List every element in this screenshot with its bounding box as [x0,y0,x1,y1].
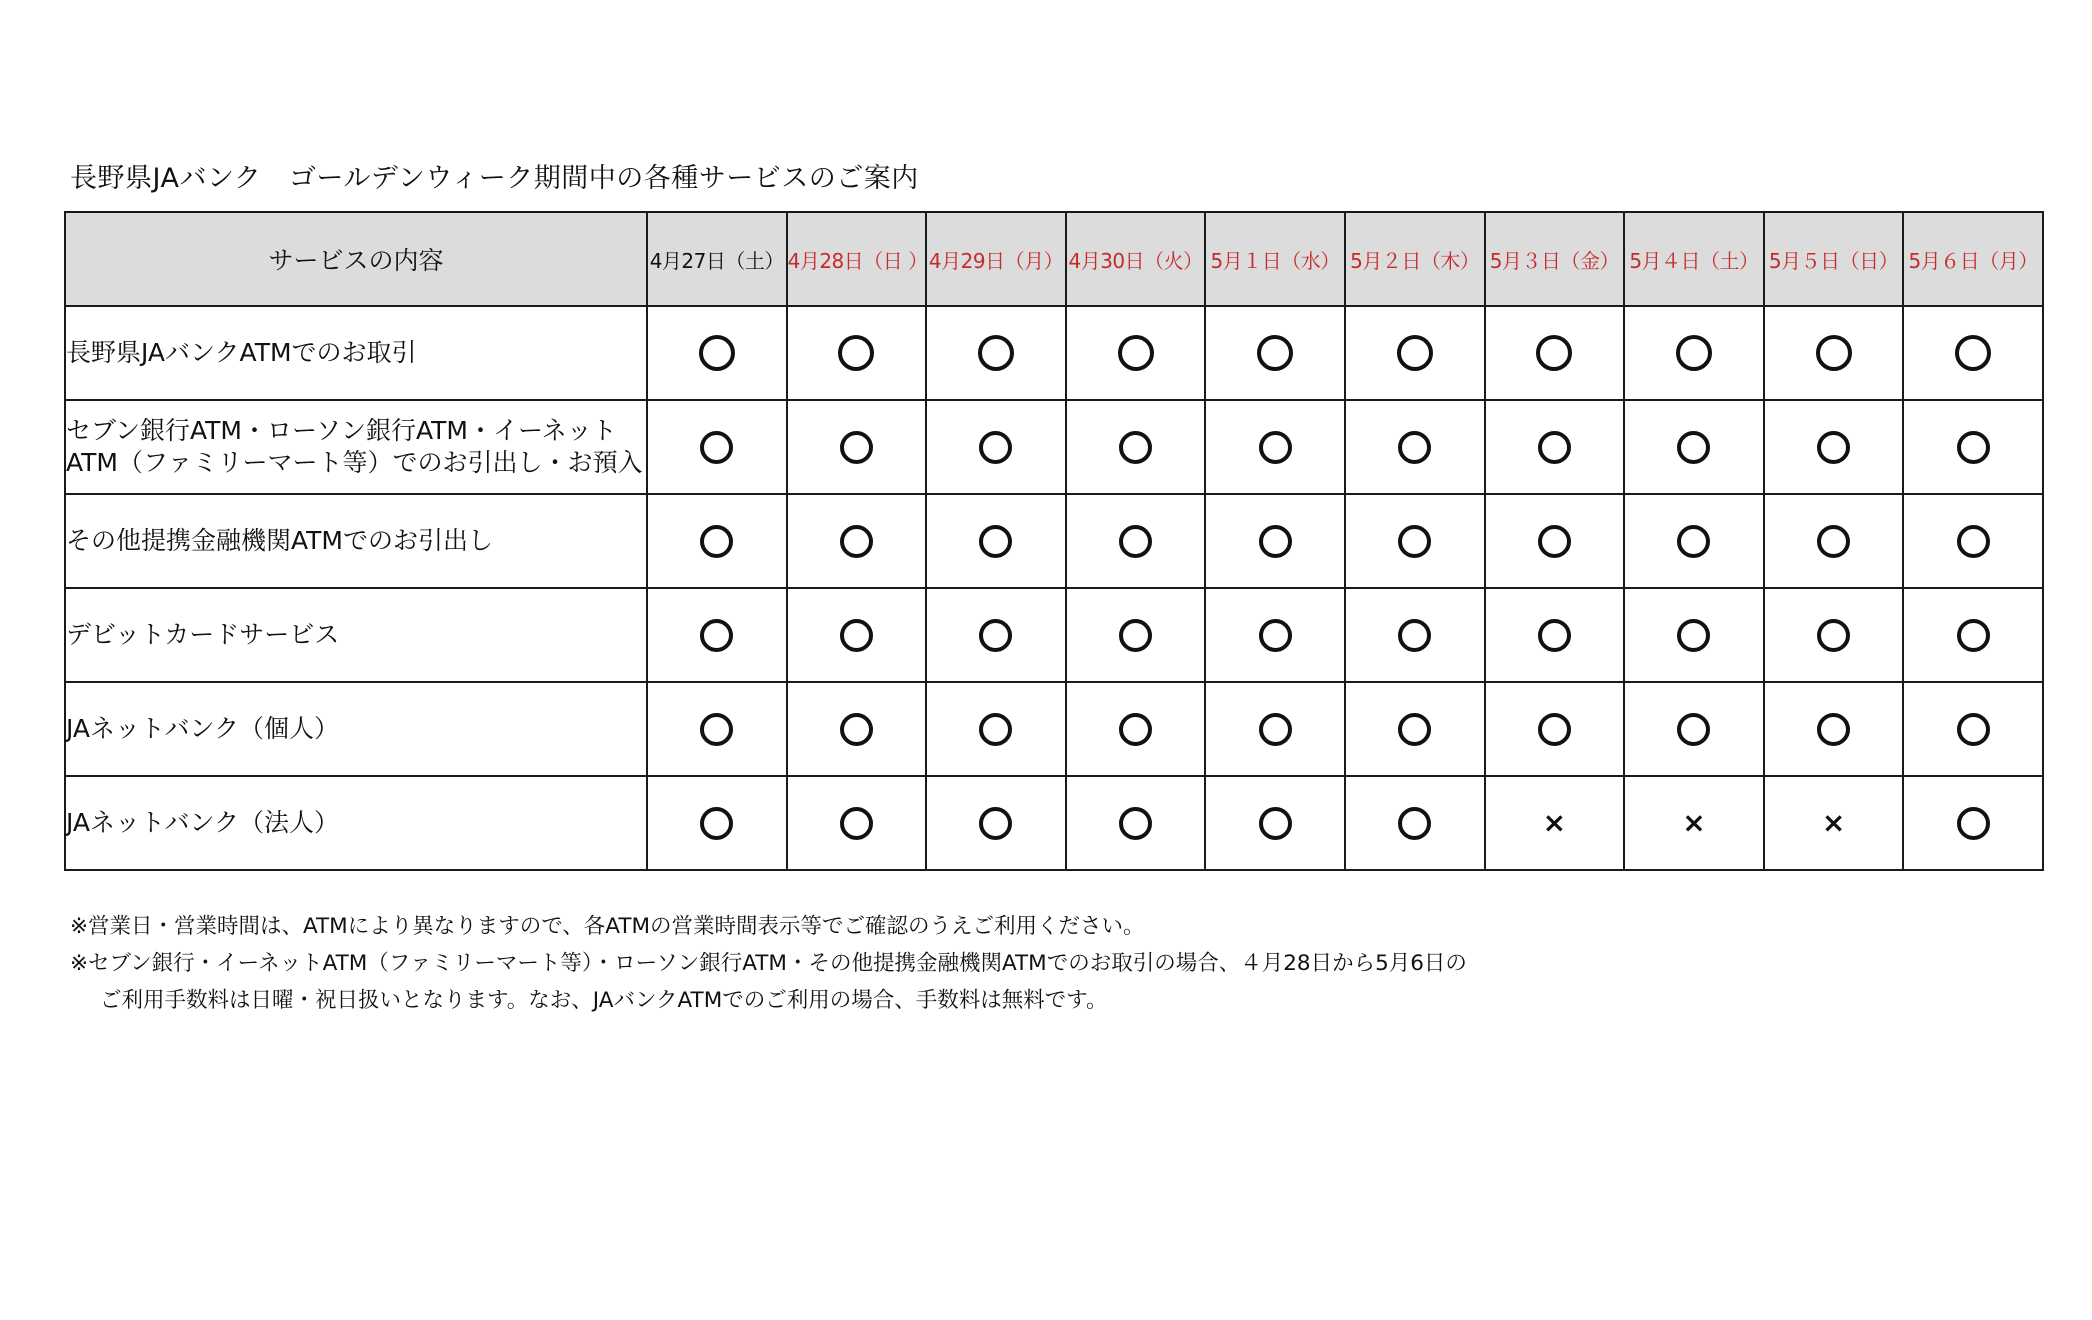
availability-cell [1903,588,2043,682]
table-row [65,588,2043,682]
availability-cell [1624,776,1764,870]
available-mark [1538,525,1571,558]
available-mark [1398,807,1431,840]
available-mark [1398,525,1431,558]
available-mark [1119,525,1152,558]
availability-cell [1345,776,1485,870]
availability-cell [647,776,787,870]
availability-cell [1205,776,1345,870]
available-mark [1119,713,1152,746]
table-row [65,306,2043,400]
day-header: 4月27日（土） [647,212,787,306]
available-mark [979,431,1012,464]
note-fees: ※セブン銀行・イーネットATM（ファミリーマート等）・ローソン銀行ATM・その他提携金融機関ATMでのお取引の場合、４月28日から5月6日の [70,951,1467,976]
day-header: 5月５日（日） [1764,212,1904,306]
availability-cell [1485,588,1625,682]
available-mark [1259,431,1292,464]
available-mark [1676,335,1712,371]
available-mark [1817,713,1850,746]
availability-cell [787,306,927,400]
availability-cell [1764,588,1904,682]
available-mark [1536,335,1572,371]
available-mark [1538,619,1571,652]
available-mark [1957,525,1990,558]
day-header: 4月28日（日 ） [787,212,927,306]
availability-cell [1485,776,1625,870]
availability-cell [926,776,1066,870]
service-name: JAネットバンク（法人） [66,808,340,837]
available-mark [1398,431,1431,464]
service-name: セブン銀行ATM・ローソン銀行ATM・イーネット [66,416,617,445]
table-row [65,494,2043,588]
availability-cell [1485,494,1625,588]
day-header: 4月30日（火） [1066,212,1206,306]
available-mark [1957,807,1990,840]
table-row [65,400,2043,494]
availability-cell [1624,588,1764,682]
unavailable-mark: × [1542,806,1567,839]
availability-cell [1066,400,1206,494]
availability-cell [1205,400,1345,494]
table-row [65,776,2043,870]
available-mark [700,807,733,840]
available-mark [700,431,733,464]
available-mark [1677,431,1710,464]
available-mark [1118,335,1154,371]
availability-cell [787,588,927,682]
available-mark [840,807,873,840]
availability-cell [1624,682,1764,776]
available-mark [1259,713,1292,746]
available-mark [1259,525,1292,558]
availability-cell [1485,400,1625,494]
availability-cell [1764,306,1904,400]
availability-cell [787,494,927,588]
available-mark [838,335,874,371]
availability-cell [1345,306,1485,400]
available-mark [840,619,873,652]
available-mark [1957,713,1990,746]
available-mark [1957,431,1990,464]
availability-cell [1624,494,1764,588]
available-mark [1259,807,1292,840]
availability-cell [787,682,927,776]
available-mark [700,619,733,652]
available-mark [1259,619,1292,652]
availability-cell [1345,400,1485,494]
available-mark [1257,335,1293,371]
service-name-cell [65,494,647,588]
availability-cell [1205,682,1345,776]
available-mark [700,525,733,558]
availability-cell [1345,494,1485,588]
available-mark [1817,619,1850,652]
availability-cell [647,588,787,682]
unavailable-mark: × [1682,806,1706,839]
availability-cell [1205,306,1345,400]
note-business-hours: ※営業日・営業時間は、ATMにより異なりますので、各ATMの営業時間表示等でご確認のうえご利用ください。 [70,914,1145,939]
available-mark [979,713,1012,746]
service-name: ATM（ファミリーマート等）でのお引出し・お預入 [66,448,643,477]
day-header: 5月３日（金） [1485,212,1625,306]
available-mark [1816,335,1852,371]
service-name-cell [65,776,647,870]
availability-cell [647,400,787,494]
available-mark [1119,431,1152,464]
availability-cell [1066,776,1206,870]
service-name: 長野県JAバンクATMでのお取引 [66,338,417,367]
availability-cell [1764,400,1904,494]
available-mark [1397,335,1433,371]
service-name: デビットカードサービス [66,620,340,649]
availability-cell [926,588,1066,682]
availability-cell [1205,494,1345,588]
service-name: JAネットバンク（個人） [66,714,340,743]
available-mark [1538,713,1571,746]
service-schedule-table [64,211,2044,871]
unavailable-mark: × [1821,806,1846,839]
availability-cell [1903,494,2043,588]
availability-cell [787,776,927,870]
available-mark [1957,619,1990,652]
table-row [65,682,2043,776]
service-name-cell [65,588,647,682]
availability-cell [926,494,1066,588]
availability-cell [1764,494,1904,588]
availability-cell [1764,776,1904,870]
available-mark [840,525,873,558]
day-header: 4月29日（月） [926,212,1066,306]
day-header: 5月６日（月） [1903,212,2043,306]
service-name-cell [65,306,647,400]
availability-cell [1485,306,1625,400]
availability-cell [1066,588,1206,682]
available-mark [978,335,1014,371]
available-mark [1677,713,1710,746]
day-header: 5月１日（水） [1205,212,1345,306]
availability-cell [926,400,1066,494]
available-mark [1955,335,1991,371]
available-mark [979,807,1012,840]
note-fees-continued: ご利用手数料は日曜・祝日扱いとなります。なお、JAバンクATMでのご利用の場合、手数料は無料です。 [100,988,1108,1013]
availability-cell [1345,588,1485,682]
available-mark [979,619,1012,652]
service-name-cell [65,682,647,776]
availability-cell [1903,306,2043,400]
available-mark [840,713,873,746]
availability-cell [1903,682,2043,776]
day-header: 5月４日（土） [1624,212,1764,306]
availability-cell [1205,588,1345,682]
available-mark [1119,807,1152,840]
available-mark [699,335,735,371]
page-title: 長野県JAバンク ゴールデンウィーク期間中の各種サービスのご案内 [70,163,919,194]
available-mark [1817,525,1850,558]
availability-cell [1624,306,1764,400]
service-name-cell [65,400,647,494]
availability-cell [1485,682,1625,776]
availability-cell [1903,400,2043,494]
available-mark [1677,525,1710,558]
day-header: 5月２日（木） [1345,212,1485,306]
availability-cell [647,494,787,588]
availability-cell [926,682,1066,776]
availability-cell [647,306,787,400]
available-mark [1538,431,1571,464]
available-mark [979,525,1012,558]
available-mark [1398,713,1431,746]
available-mark [1119,619,1152,652]
service-name: その他提携金融機関ATMでのお引出し [66,526,494,555]
availability-cell [1903,776,2043,870]
notes [70,908,1467,1019]
available-mark [1817,431,1850,464]
availability-cell [1066,682,1206,776]
availability-cell [926,306,1066,400]
availability-cell [647,682,787,776]
availability-cell [1624,400,1764,494]
available-mark [840,431,873,464]
available-mark [1398,619,1431,652]
table-header-row [65,212,2043,306]
available-mark [700,713,733,746]
availability-cell [787,400,927,494]
availability-cell [1764,682,1904,776]
availability-cell [1066,306,1206,400]
service-column-header: サービスの内容 [65,212,647,306]
availability-cell [1345,682,1485,776]
availability-cell [1066,494,1206,588]
available-mark [1677,619,1710,652]
